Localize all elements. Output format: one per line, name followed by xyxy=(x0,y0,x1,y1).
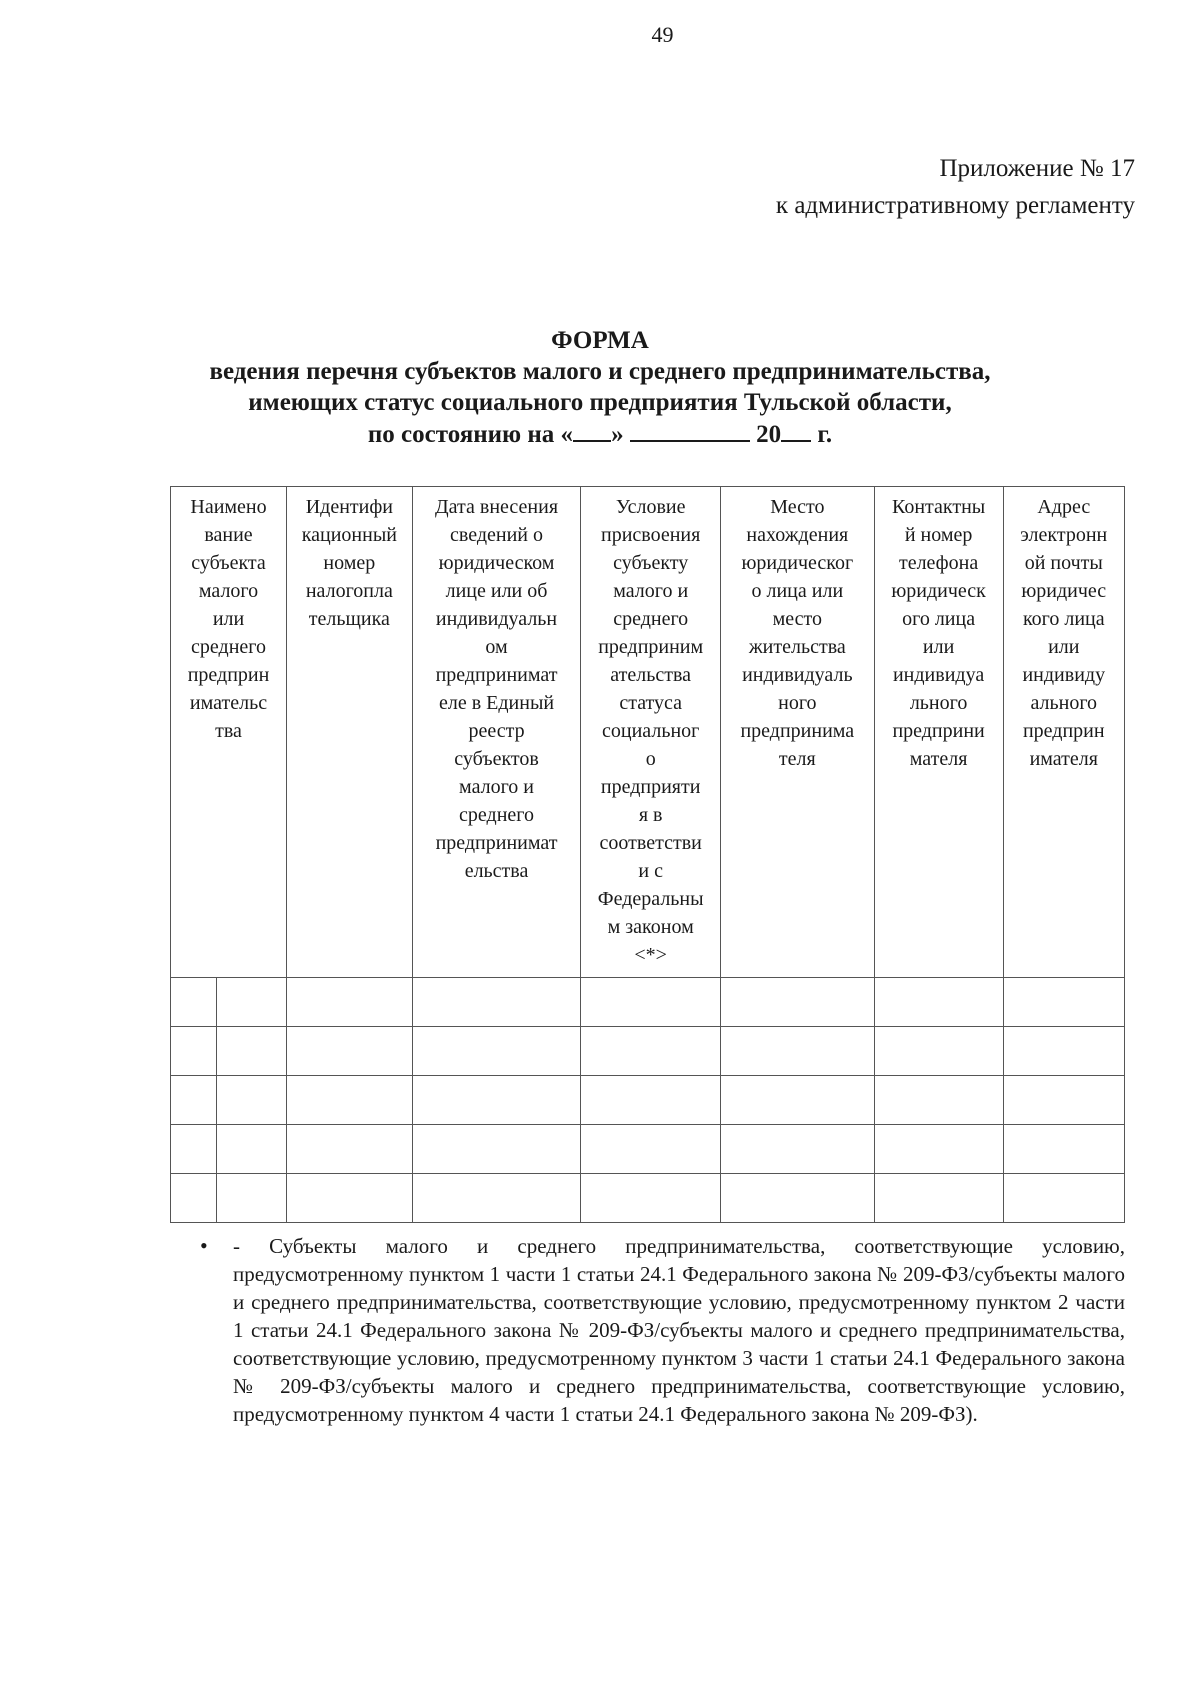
table-cell[interactable] xyxy=(412,978,581,1027)
table-cell[interactable] xyxy=(721,1125,875,1174)
header-text-line: среднего xyxy=(613,608,689,630)
table-cell[interactable] xyxy=(874,1076,1003,1125)
table-row xyxy=(171,1076,1125,1125)
header-text-line: Федеральны xyxy=(597,888,704,910)
header-text-line: соответстви xyxy=(599,832,702,854)
day-blank[interactable] xyxy=(573,418,611,442)
header-text-line: среднего xyxy=(191,636,266,658)
table-cell[interactable] xyxy=(1003,1076,1124,1125)
header-text-line: малого xyxy=(198,580,259,602)
header-text-line: я в xyxy=(638,804,663,826)
header-text-line: субъекту xyxy=(613,552,689,574)
form-title-heading: ФОРМА xyxy=(551,327,649,354)
form-title-line-2: ведения перечня субъектов малого и среднего предпринимательства, xyxy=(209,358,991,385)
header-text-line: налогопла xyxy=(305,580,393,602)
header-text-line: предприяти xyxy=(600,776,701,798)
table-cell[interactable] xyxy=(1003,1174,1124,1223)
header-text-line: индивиду xyxy=(1022,664,1106,686)
table-cell[interactable] xyxy=(874,1027,1003,1076)
header-text-line: Дата внесения xyxy=(435,496,559,518)
appendix-regulation: к административному регламенту xyxy=(775,192,1135,219)
header-text-line: <*> xyxy=(634,944,667,966)
header-text-line: номер xyxy=(323,552,376,574)
table-cell[interactable] xyxy=(171,1027,287,1076)
table-row xyxy=(171,1027,1125,1076)
cell-divider xyxy=(216,1027,217,1075)
header-text-line: или xyxy=(922,636,955,658)
table-cell[interactable] xyxy=(412,1125,581,1174)
cell-divider xyxy=(216,978,217,1026)
header-text-line: о лица или xyxy=(751,580,844,602)
year-suffix: г. xyxy=(817,421,833,448)
header-text-line: или xyxy=(1048,636,1080,658)
header-text-line: кационный xyxy=(301,524,397,546)
header-text-line: реестр xyxy=(468,720,525,742)
header-text-line: индивидуаль xyxy=(742,664,853,686)
header-text-line: предпринимат xyxy=(435,832,558,854)
header-text-line: предприн xyxy=(187,664,270,686)
table-cell[interactable] xyxy=(287,978,413,1027)
header-text-line: еле в Единый xyxy=(438,692,555,714)
header-text-line: льного xyxy=(909,692,968,714)
header-text-line: социальног xyxy=(602,720,700,742)
cell-divider xyxy=(216,1174,217,1222)
bullet-icon: • xyxy=(200,1233,208,1258)
header-text-line: субъектов xyxy=(454,748,539,770)
table-row xyxy=(171,1125,1125,1174)
header-text-line: юридичес xyxy=(1021,580,1107,602)
table-cell[interactable] xyxy=(581,1125,721,1174)
table-cell[interactable] xyxy=(874,1125,1003,1174)
header-text-line: имательс xyxy=(189,692,268,714)
cell-divider xyxy=(216,1076,217,1124)
table-cell[interactable] xyxy=(171,1125,287,1174)
header-text-line: вание xyxy=(204,524,253,546)
header-text-line: среднего xyxy=(459,804,534,826)
header-text-line: Адрес xyxy=(1037,496,1091,518)
header-text-line: и с xyxy=(638,860,663,882)
header-text-line: тельщика xyxy=(308,608,390,630)
column-header-4 xyxy=(581,487,721,978)
year-prefix: 20 xyxy=(756,421,782,448)
month-blank[interactable] xyxy=(630,418,750,442)
header-text-line: телефона xyxy=(898,552,979,574)
header-text-line: лице или об xyxy=(445,580,548,602)
table-cell[interactable] xyxy=(581,1027,721,1076)
header-text-line: о xyxy=(645,748,656,770)
table-cell[interactable] xyxy=(721,1174,875,1223)
register-table xyxy=(170,486,1125,1223)
header-text-line: Место xyxy=(770,496,825,518)
header-text-line: мателя xyxy=(909,748,968,770)
header-text-line: присвоения xyxy=(601,524,701,546)
table-cell[interactable] xyxy=(1003,1027,1124,1076)
column-header-2 xyxy=(287,487,413,978)
header-text-line: предпринимат xyxy=(435,664,558,686)
table-cell[interactable] xyxy=(581,1076,721,1125)
date-prefix: по состоянию на « xyxy=(367,421,574,448)
column-header-1 xyxy=(171,487,287,978)
form-title-date-line xyxy=(0,418,1200,450)
header-text-line: статуса xyxy=(619,692,683,714)
table-cell[interactable] xyxy=(287,1076,413,1125)
table-cell[interactable] xyxy=(287,1125,413,1174)
header-text-line: Условие xyxy=(615,496,686,518)
header-text-line: индивидуа xyxy=(892,664,985,686)
table-header-row xyxy=(171,487,1125,978)
header-text-line: Наимено xyxy=(190,496,267,518)
header-text-line: имателя xyxy=(1029,748,1098,770)
header-text-line: тва xyxy=(215,720,242,742)
appendix-number: Приложение № 17 xyxy=(939,155,1135,182)
header-text-line: ой почты xyxy=(1024,552,1103,574)
header-text-line: м законом xyxy=(607,916,694,938)
header-text-line: юридическом xyxy=(438,552,555,574)
table-row xyxy=(171,978,1125,1027)
cell-divider xyxy=(216,1125,217,1173)
table-cell[interactable] xyxy=(412,1174,581,1223)
table-cell[interactable] xyxy=(721,1027,875,1076)
header-text-line: ательства xyxy=(610,664,692,686)
table-body xyxy=(171,978,1125,1223)
table-cell[interactable] xyxy=(874,978,1003,1027)
header-text-line: сведений о xyxy=(450,524,544,546)
table-cell[interactable] xyxy=(1003,978,1124,1027)
form-title xyxy=(0,325,1200,450)
header-text-line: нахождения xyxy=(746,524,849,546)
header-text-line: й номер xyxy=(904,524,973,546)
header-text-line: малого и xyxy=(613,580,689,602)
header-text-line: предприним xyxy=(598,636,704,658)
table-row xyxy=(171,1174,1125,1223)
table-cell[interactable] xyxy=(287,1174,413,1223)
column-header-5 xyxy=(721,487,875,978)
column-header-6 xyxy=(874,487,1003,978)
table-cell[interactable] xyxy=(171,1076,287,1125)
header-text-line: место xyxy=(772,608,823,630)
header-text-line: теля xyxy=(778,748,816,770)
footnote-text: - Субъекты малого и среднего предпринимательства, соответствующие условию, предусмотренному пунктом 1 части 1 статьи 24.1 Федерального закона № 209-ФЗ/субъекты малого и среднего предпринимательства, соответствующие условию, предусмотренному пунктом 2 части 1 статьи 24.1 Федерального закона № 209-ФЗ/субъекты малого и среднего предпринимательства, соответствующие условию, предусмотренному пунктом 3 части 1 статьи 24.1 Федерального закона № 209-ФЗ/субъекты малого и среднего предпринимательства, соответствующие условию, предусмотренному пунктом 4 части 1 статьи 24.1 Федерального закона № 209-ФЗ). xyxy=(233,1234,1125,1426)
table-cell[interactable] xyxy=(287,1027,413,1076)
year-blank[interactable] xyxy=(781,418,811,442)
header-text-line: ого лица xyxy=(902,608,976,630)
footnote xyxy=(200,1232,1125,1428)
table-cell[interactable] xyxy=(171,1174,287,1223)
form-title-line-3: имеющих статус социального предприятия Тульской области, xyxy=(248,389,952,416)
header-text-line: юридическ xyxy=(891,580,986,602)
header-text-line: ельства xyxy=(464,860,529,882)
header-text-line: или xyxy=(212,608,245,630)
header-text-line: Идентифи xyxy=(305,496,394,518)
table-cell[interactable] xyxy=(171,978,287,1027)
header-text-line: малого и xyxy=(459,776,535,798)
appendix-reference xyxy=(776,150,1135,224)
header-text-line: электронн xyxy=(1020,524,1108,546)
header-text-line: субъекта xyxy=(191,552,266,574)
table-cell[interactable] xyxy=(1003,1125,1124,1174)
table-cell[interactable] xyxy=(412,1076,581,1125)
column-header-7 xyxy=(1003,487,1124,978)
header-text-line: предприни xyxy=(892,720,985,742)
table-cell[interactable] xyxy=(412,1027,581,1076)
header-text-line: индивидуальн xyxy=(435,608,558,630)
header-text-line: ного xyxy=(778,692,817,714)
header-text-line: ом xyxy=(485,636,508,658)
header-text-line: предприн xyxy=(1022,720,1105,742)
header-text-line: юридическог xyxy=(741,552,854,574)
header-text-line: жительства xyxy=(748,636,846,658)
header-text-line: Контактны xyxy=(891,496,986,518)
table-cell[interactable] xyxy=(721,978,875,1027)
table-cell[interactable] xyxy=(581,978,721,1027)
table-cell[interactable] xyxy=(721,1076,875,1125)
header-text-line: предпринима xyxy=(740,720,855,742)
date-quote-close: » xyxy=(611,421,624,448)
column-header-3 xyxy=(412,487,581,978)
header-text-line: кого лица xyxy=(1022,608,1105,630)
table-cell[interactable] xyxy=(581,1174,721,1223)
table-cell[interactable] xyxy=(874,1174,1003,1223)
header-text-line: ального xyxy=(1030,692,1098,714)
page-number: 49 xyxy=(651,22,674,47)
